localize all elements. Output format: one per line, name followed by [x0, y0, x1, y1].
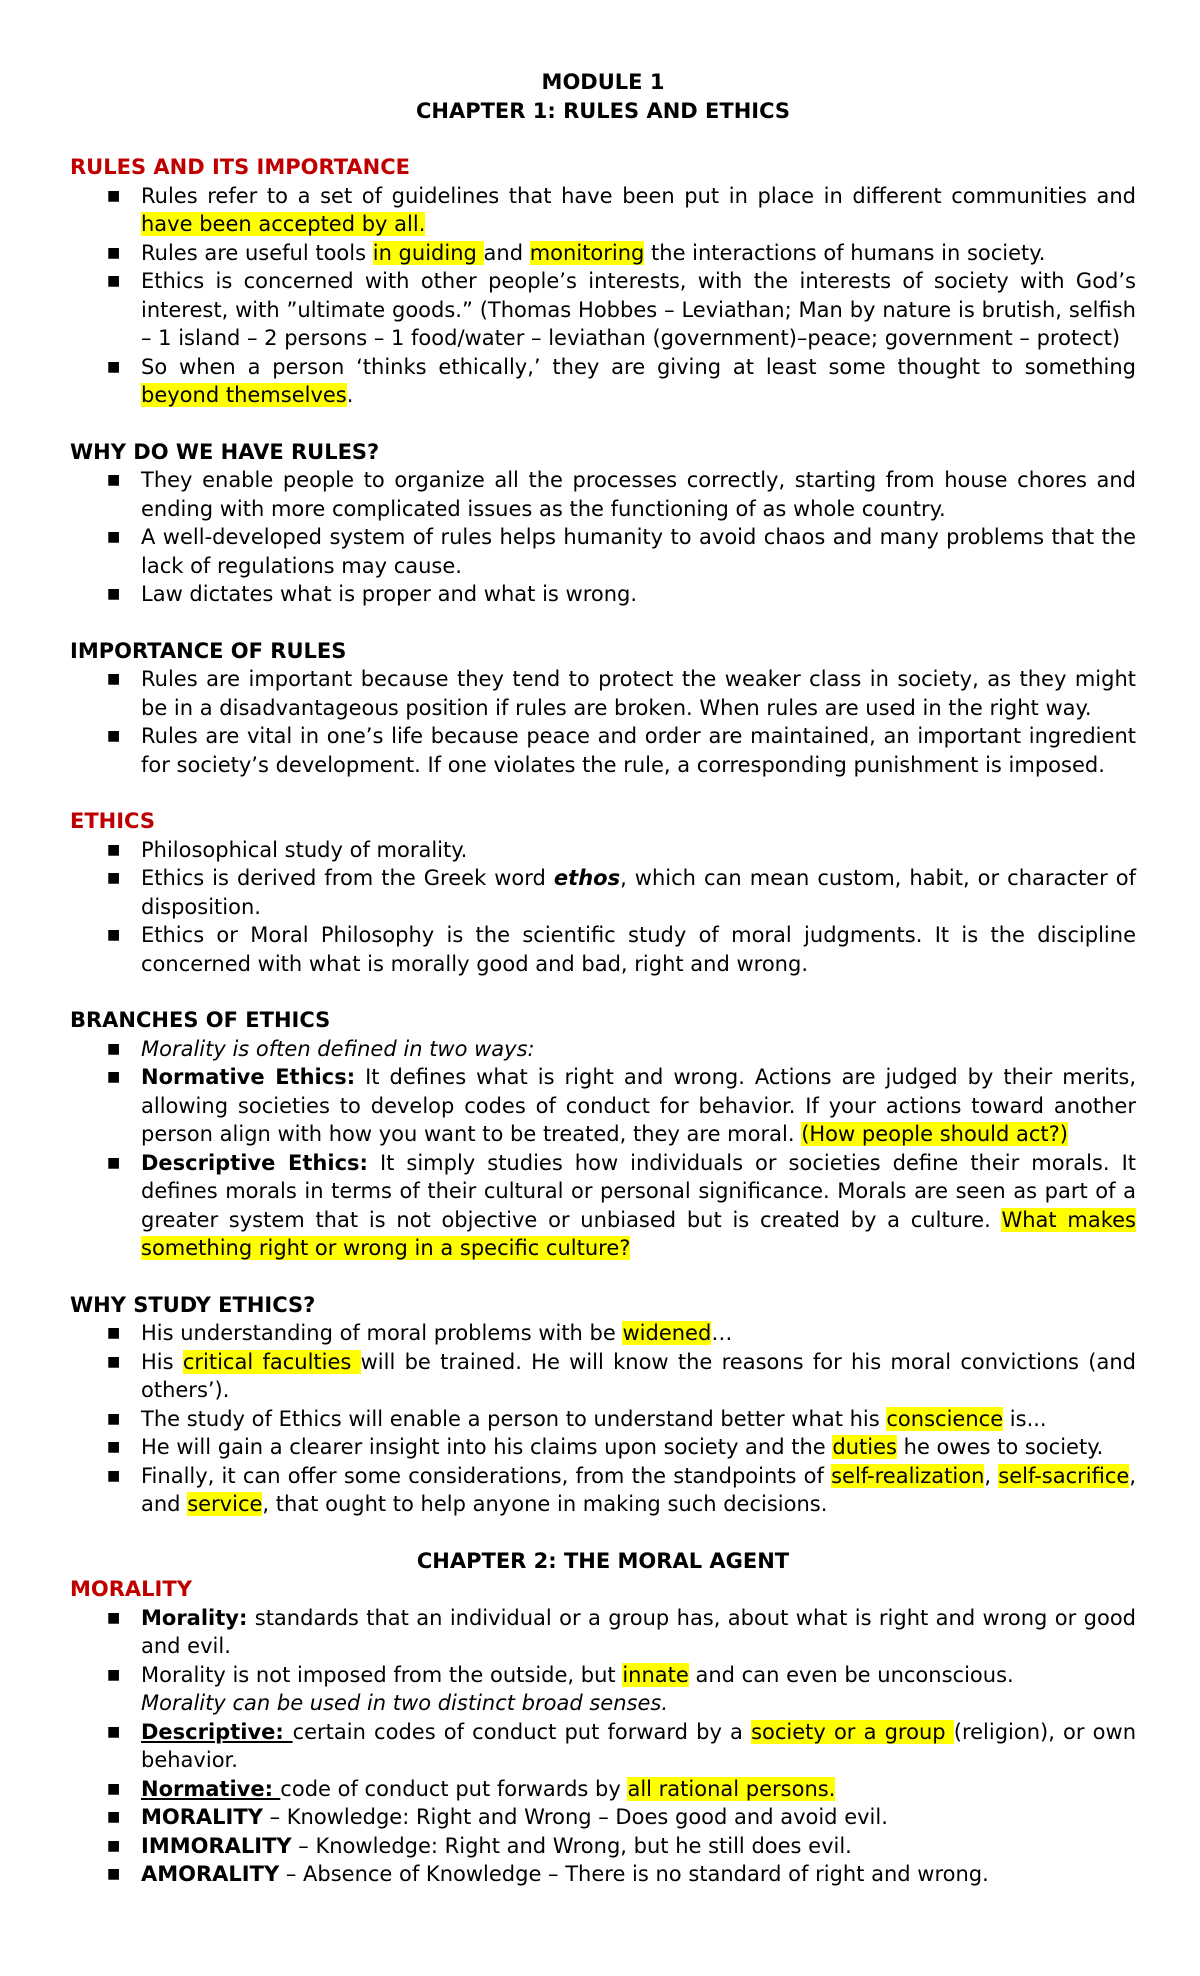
section-heading: RULES AND ITS IMPORTANCE: [70, 155, 410, 179]
list-item: ■ Finally, it can offer some considerations, from the standpoints of self-realization, self-sacrifice, and service, that ought to help anyone in making such decisions.: [107, 1463, 1136, 1516]
list-item: ■ Philosophical study of morality.: [70, 836, 1136, 865]
list-item: ■ Ethics is derived from the Greek word ethos, which can mean custom, habit, or character of disposition.: [107, 866, 1137, 919]
list-item: ■ Morality is not imposed from the outside, but innate and can even be unconscious.: [70, 1661, 1136, 1690]
term: MORALITY: [141, 1805, 263, 1829]
chapter2-title: CHAPTER 2: THE MORAL AGENT: [416, 1548, 790, 1573]
list-item: ■ So when a person ‘thinks ethically,’ they are giving at least some thought to something beyond themselves.: [107, 354, 1136, 407]
square-bullet-icon: ■: [107, 244, 121, 261]
list-item: ■ Law dictates what is proper and what is wrong.: [70, 580, 1136, 609]
bullet-list: [70, 1035, 1136, 1263]
highlight: society or a group: [751, 1719, 954, 1744]
square-bullet-icon: ■: [107, 1069, 121, 1085]
highlight: beyond themselves: [141, 383, 347, 407]
square-bullet-icon: ■: [107, 1439, 121, 1455]
bullet-list: [70, 466, 1136, 609]
square-bullet-icon: ■: [107, 841, 121, 858]
bullet-list: [70, 182, 1136, 410]
square-bullet-icon: ■: [107, 586, 121, 602]
list-item: ■ Morality: standards that an individual or a group has, about what is right and wrong or good and evil.: [107, 1605, 1136, 1658]
bullet-list: [70, 1319, 1136, 1519]
document-page: [70, 68, 1136, 1889]
highlight: widened: [622, 1321, 712, 1345]
square-bullet-icon: ■: [107, 358, 121, 375]
square-bullet-icon: ■: [107, 273, 121, 289]
highlight: self-sacrifice: [998, 1463, 1130, 1488]
list-item: ■ Rules are useful tools in guiding and monitoring the interactions of humans in society.: [70, 239, 1136, 268]
highlight: self-realization: [831, 1463, 985, 1488]
section-heading: WHY DO WE HAVE RULES?: [70, 439, 380, 464]
term: Normative:: [141, 1776, 281, 1801]
highlight: duties: [832, 1435, 897, 1459]
square-bullet-icon: ■: [107, 1325, 121, 1341]
square-bullet-icon: ■: [107, 671, 121, 687]
bullet-list: [70, 836, 1136, 979]
square-bullet-icon: ■: [107, 1410, 121, 1427]
term: IMMORALITY: [141, 1833, 292, 1858]
highlight: service: [187, 1492, 263, 1516]
highlight: monitoring: [529, 240, 645, 265]
highlight: have been accepted by all.: [141, 212, 426, 236]
square-bullet-icon: ■: [107, 1353, 121, 1370]
list-item: ■ Normative: code of conduct put forwards by all rational persons.: [70, 1775, 1136, 1804]
bullet-list: [70, 665, 1136, 779]
list-item: ■ Descriptive: certain codes of conduct put forward by a society or a group (religion), or own behavior.: [107, 1719, 1137, 1772]
square-bullet-icon: ■: [107, 1866, 121, 1882]
square-bullet-icon: ■: [107, 1809, 121, 1825]
section-heading: WHY STUDY ETHICS?: [70, 1292, 316, 1317]
highlight: conscience: [886, 1406, 1004, 1431]
square-bullet-icon: ■: [107, 1467, 121, 1484]
list-item: ■ Ethics is concerned with other people’s interests, with the interests of society with God’s interest, with ”ultimate goods.” (Thomas Hobbes – Leviathan; Man by nature is brutish, selfish – 1 island – 2 persons – 1 food/water – leviathan (government)–peace; government – protect): [107, 269, 1136, 350]
list-item: ■ His understanding of moral problems with be widened…: [70, 1319, 1136, 1348]
list-item: ■ A well-developed system of rules helps humanity to avoid chaos and many problems that the lack of regulations may cause.: [107, 525, 1136, 578]
square-bullet-icon: ■: [107, 1040, 121, 1057]
highlight: in guiding: [372, 240, 484, 265]
term: Descriptive:: [141, 1719, 293, 1744]
section-heading: MORALITY: [70, 1577, 192, 1601]
square-bullet-icon: ■: [107, 529, 121, 545]
list-item: ■ Rules refer to a set of guidelines that have been put in place in different communities and have been accepted by all.: [107, 183, 1136, 236]
list-item: ■ Descriptive Ethics: It simply studies how individuals or societies define their morals. It defines morals in terms of their cultural or personal significance. Morals are seen as part of a greater system that is not objective or unbiased but is created by a culture. What makes something right or wrong in a specific culture?: [107, 1150, 1136, 1260]
section-heading: ETHICS: [70, 809, 155, 833]
highlight: innate: [622, 1662, 689, 1687]
square-bullet-icon: ■: [107, 1780, 121, 1797]
section-heading: BRANCHES OF ETHICS: [70, 1008, 331, 1032]
list-item: ■ Morality is often defined in two ways:: [70, 1035, 1136, 1064]
highlight: (How people should act?): [801, 1122, 1068, 1146]
square-bullet-icon: ■: [107, 1723, 121, 1740]
list-item: ■ The study of Ethics will enable a person to understand better what his conscience is...: [70, 1405, 1136, 1434]
list-item: ■ MORALITY – Knowledge: Right and Wrong – Does good and avoid evil.: [70, 1803, 1136, 1832]
square-bullet-icon: ■: [107, 1154, 121, 1171]
module-title: MODULE 1: [541, 70, 665, 94]
list-item: ■ He will gain a clearer insight into his claims upon society and the duties he owes to society.: [70, 1433, 1136, 1462]
bullet-list: [70, 1604, 1136, 1690]
term: Descriptive Ethics:: [141, 1150, 368, 1175]
term: Normative Ethics:: [141, 1065, 356, 1089]
list-item: ■ Normative Ethics: It defines what is right and wrong. Actions are judged by their merits, allowing societies to develop codes of conduct for behavior. If your actions toward another person align with how you want to be treated, they are moral. (How people should act?): [107, 1065, 1136, 1146]
square-bullet-icon: ■: [107, 728, 121, 744]
chapter1-title: CHAPTER 1: RULES AND ETHICS: [415, 98, 791, 123]
note-text: Morality can be used in two distinct broad senses.: [141, 1691, 668, 1715]
emphasis: ethos: [553, 866, 621, 890]
list-item: ■ His critical faculties will be trained. He will know the reasons for his moral convictions (and others’).: [107, 1349, 1136, 1402]
bullet-list: [70, 1718, 1136, 1889]
square-bullet-icon: ■: [107, 870, 121, 886]
list-item: ■ Rules are vital in one’s life because peace and order are maintained, an important ingredient for society’s development. If one violates the rule, a corresponding punishment is imposed.: [107, 724, 1136, 777]
square-bullet-icon: ■: [107, 187, 121, 204]
square-bullet-icon: ■: [107, 1837, 121, 1854]
highlight: all rational persons.: [627, 1776, 836, 1801]
list-item: ■ AMORALITY – Absence of Knowledge – There is no standard of right and wrong.: [70, 1860, 1136, 1889]
list-item: ■ Ethics or Moral Philosophy is the scientific study of moral judgments. It is the discipline concerned with what is morally good and bad, right and wrong.: [107, 923, 1136, 976]
section-heading: IMPORTANCE OF RULES: [70, 638, 347, 663]
term: AMORALITY: [141, 1862, 280, 1886]
square-bullet-icon: ■: [107, 927, 121, 943]
highlight: What makes something right or wrong in a specific culture?: [141, 1207, 1136, 1260]
square-bullet-icon: ■: [107, 1609, 121, 1626]
square-bullet-icon: ■: [107, 472, 121, 488]
term: Morality:: [141, 1605, 248, 1630]
list-item: ■ They enable people to organize all the processes correctly, starting from house chores and ending with more complicated issues as the functioning of as whole country.: [107, 468, 1136, 521]
list-item: ■ IMMORALITY – Knowledge: Right and Wrong, but he still does evil.: [70, 1832, 1136, 1861]
highlight: critical faculties: [182, 1349, 361, 1374]
list-item: ■ Rules are important because they tend to protect the weaker class in society, as they might be in a disadvantageous position if rules are broken. When rules are used in the right way.: [107, 667, 1136, 720]
square-bullet-icon: ■: [107, 1666, 121, 1683]
